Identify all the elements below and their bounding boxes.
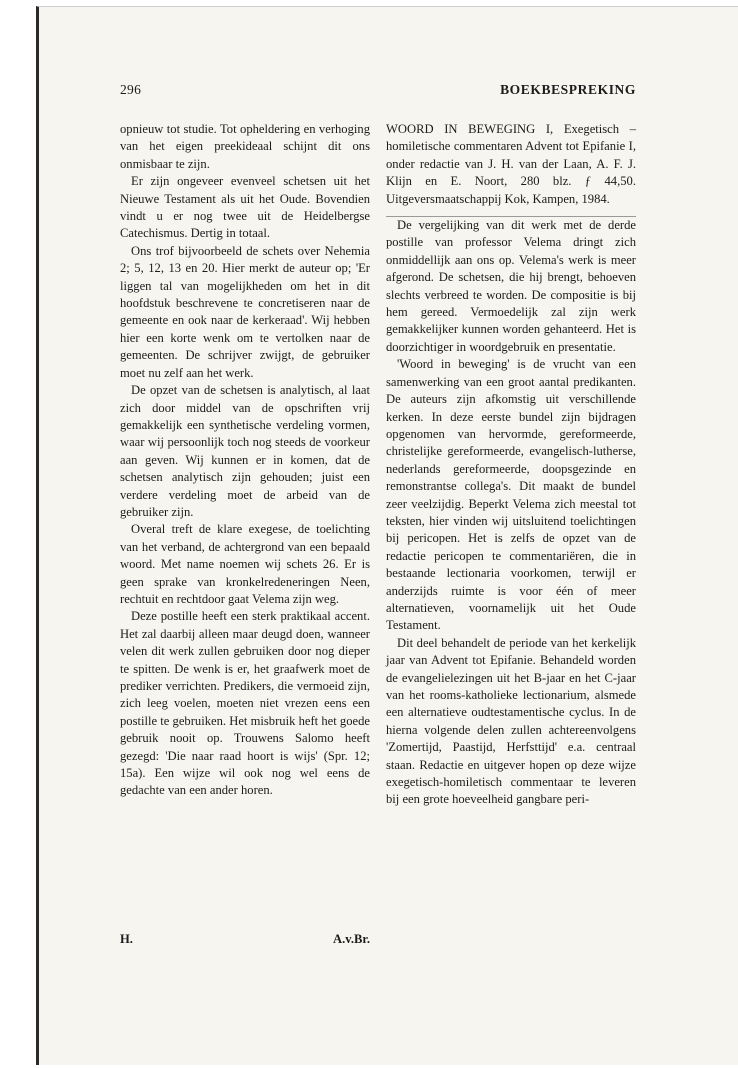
paragraph: De vergelijking van dit werk met de derde postille van professor Velema dringt zich onmiddellijk aan ons op. Velema's werk is meer afgerond. De schetsen, die hij brengt, behoeven slechts verbreed te worden. De compositie is bij hem gereed. Vermoedelijk zal zijn werk gemakkelijker kunnen worden gehanteerd. Het is doorzichtiger in woordgebruik en presentatie. <box>386 218 636 354</box>
right-column <box>386 121 636 809</box>
paragraph: 'Woord in beweging' is de vrucht van een samenwerking van een groot aantal predikanten. De auteurs zijn afkomstig uit verschillende kerken. In deze eerste bundel zijn bijdragen opgenomen van hervormde, gereformeerde, christelijke gereformeerde, evangelisch-lutherse, nederlands gereformeerde, doopsgezinde en remonstrantse collega's. Dit maakt de bundel zeer veelzijdig. Beperkt Velema zich meestal tot teksten, hier vinden wij uitsluitend toelichtingen bij pericopen. Het is zelfs de opzet van de redactie pericopen te commentariëren, die in bestaande lectionaria voorkomen, terwijl er anderzijds ruimte is voor één of meer alternatieven, voornamelijk uit het Oude Testament. <box>386 357 636 633</box>
reviewer-signature: A.v.Br. <box>333 932 370 946</box>
paragraph: Deze postille heeft een sterk praktikaal accent. Het zal daarbij alleen maar deugd doen, wanneer velen dit werk zullen gebruiken door nog dieper te spitten. De wenk is er, het graafwerk moet de prediker verrichten. Predikers, die vermoeid zijn, zich leeg voelen, moeten niet vrezen eens een postille te gebruiken. Het misbruik heft het goede gebruik nooit op. Trouwens Salomo heeft gezegd: 'Die naar raad hoort is wijs' (Spr. 12; 15a). Een wijze wil ook nog wel eens de gedachte van een ander horen. <box>120 609 370 798</box>
book-reference: WOORD IN BEWEGING I, Exegetisch – homiletische commentaren Advent tot Epifanie I, onder redactie van J. H. van der Laan, A. F. J. Klijn en E. Noort, 280 blz. ƒ 44,50. Uitgeversmaatschappij Kok, Kampen, 1984. <box>386 121 636 217</box>
paragraph: De opzet van de schetsen is analytisch, al laat zich door middel van de opschriften vrij gemakkelijk een synthetische verdeling vormen, waar wij persoonlijk toch nog steeds de voorkeur aan geven. Wij kunnen er in komen, dat de schetsen analytisch zijn gehouden; juist een verdere verdeling moet de arbeid van de gebruiker zijn. <box>120 383 370 519</box>
running-title: BOEKBESPREKING <box>500 82 636 97</box>
paragraph: Overal treft de klare exegese, de toelichting van het verband, de achtergrond van een bepaald woord. Met name noemen wij schets 26. Er is geen sprake van kronkelredeneringen Neen, rechtuit en rechtdoor gaat Velema zijn weg. <box>120 522 370 606</box>
paragraph: opnieuw tot studie. Tot opheldering en verhoging van het eigen preekideaal schijnt dit ons onmisbaar te zijn. <box>120 122 370 171</box>
left-column <box>120 121 370 800</box>
paragraph: Er zijn ongeveer evenveel schetsen uit het Nieuwe Testament als uit het Oude. Bovendien vindt u er nog twee uit de Heidelbergse Catechismus. Dertig in totaal. <box>120 174 370 241</box>
signoff-initial: H. <box>120 932 133 946</box>
paragraph: Dit deel behandelt de periode van het kerkelijk jaar van Advent tot Epifanie. Behandeld worden de evangelielezingen uit het B-jaar en het C-jaar van het rooms-katholieke lectionarium, alsmede een alternatieve oudtestamentische cyclus. In de hierna volgende delen zullen achtereenvolgens 'Zomertijd, Paastijd, Herfsttijd' e.a. centraal staan. Redactie en uitgever hopen op deze wijze exegetisch-homiletisch commentaar te leveren bij een grote hoeveelheid gangbare peri- <box>386 635 636 807</box>
page-number: 296 <box>120 82 142 97</box>
paragraph: Ons trof bijvoorbeeld de schets over Nehemia 2; 5, 12, 13 en 20. Hier merkt de auteur op; 'Er liggen tal van mogelijkheden om het in dit hoofdstuk beschrevene te concretiseren naar de gemeente en ook naar de kerkeraad'. Wij hebben hier een korte wenk om te vertolken naar de gemeenten. De schrijver zwijgt, de gebruiker moet nu zelf aan het werk. <box>120 243 370 380</box>
